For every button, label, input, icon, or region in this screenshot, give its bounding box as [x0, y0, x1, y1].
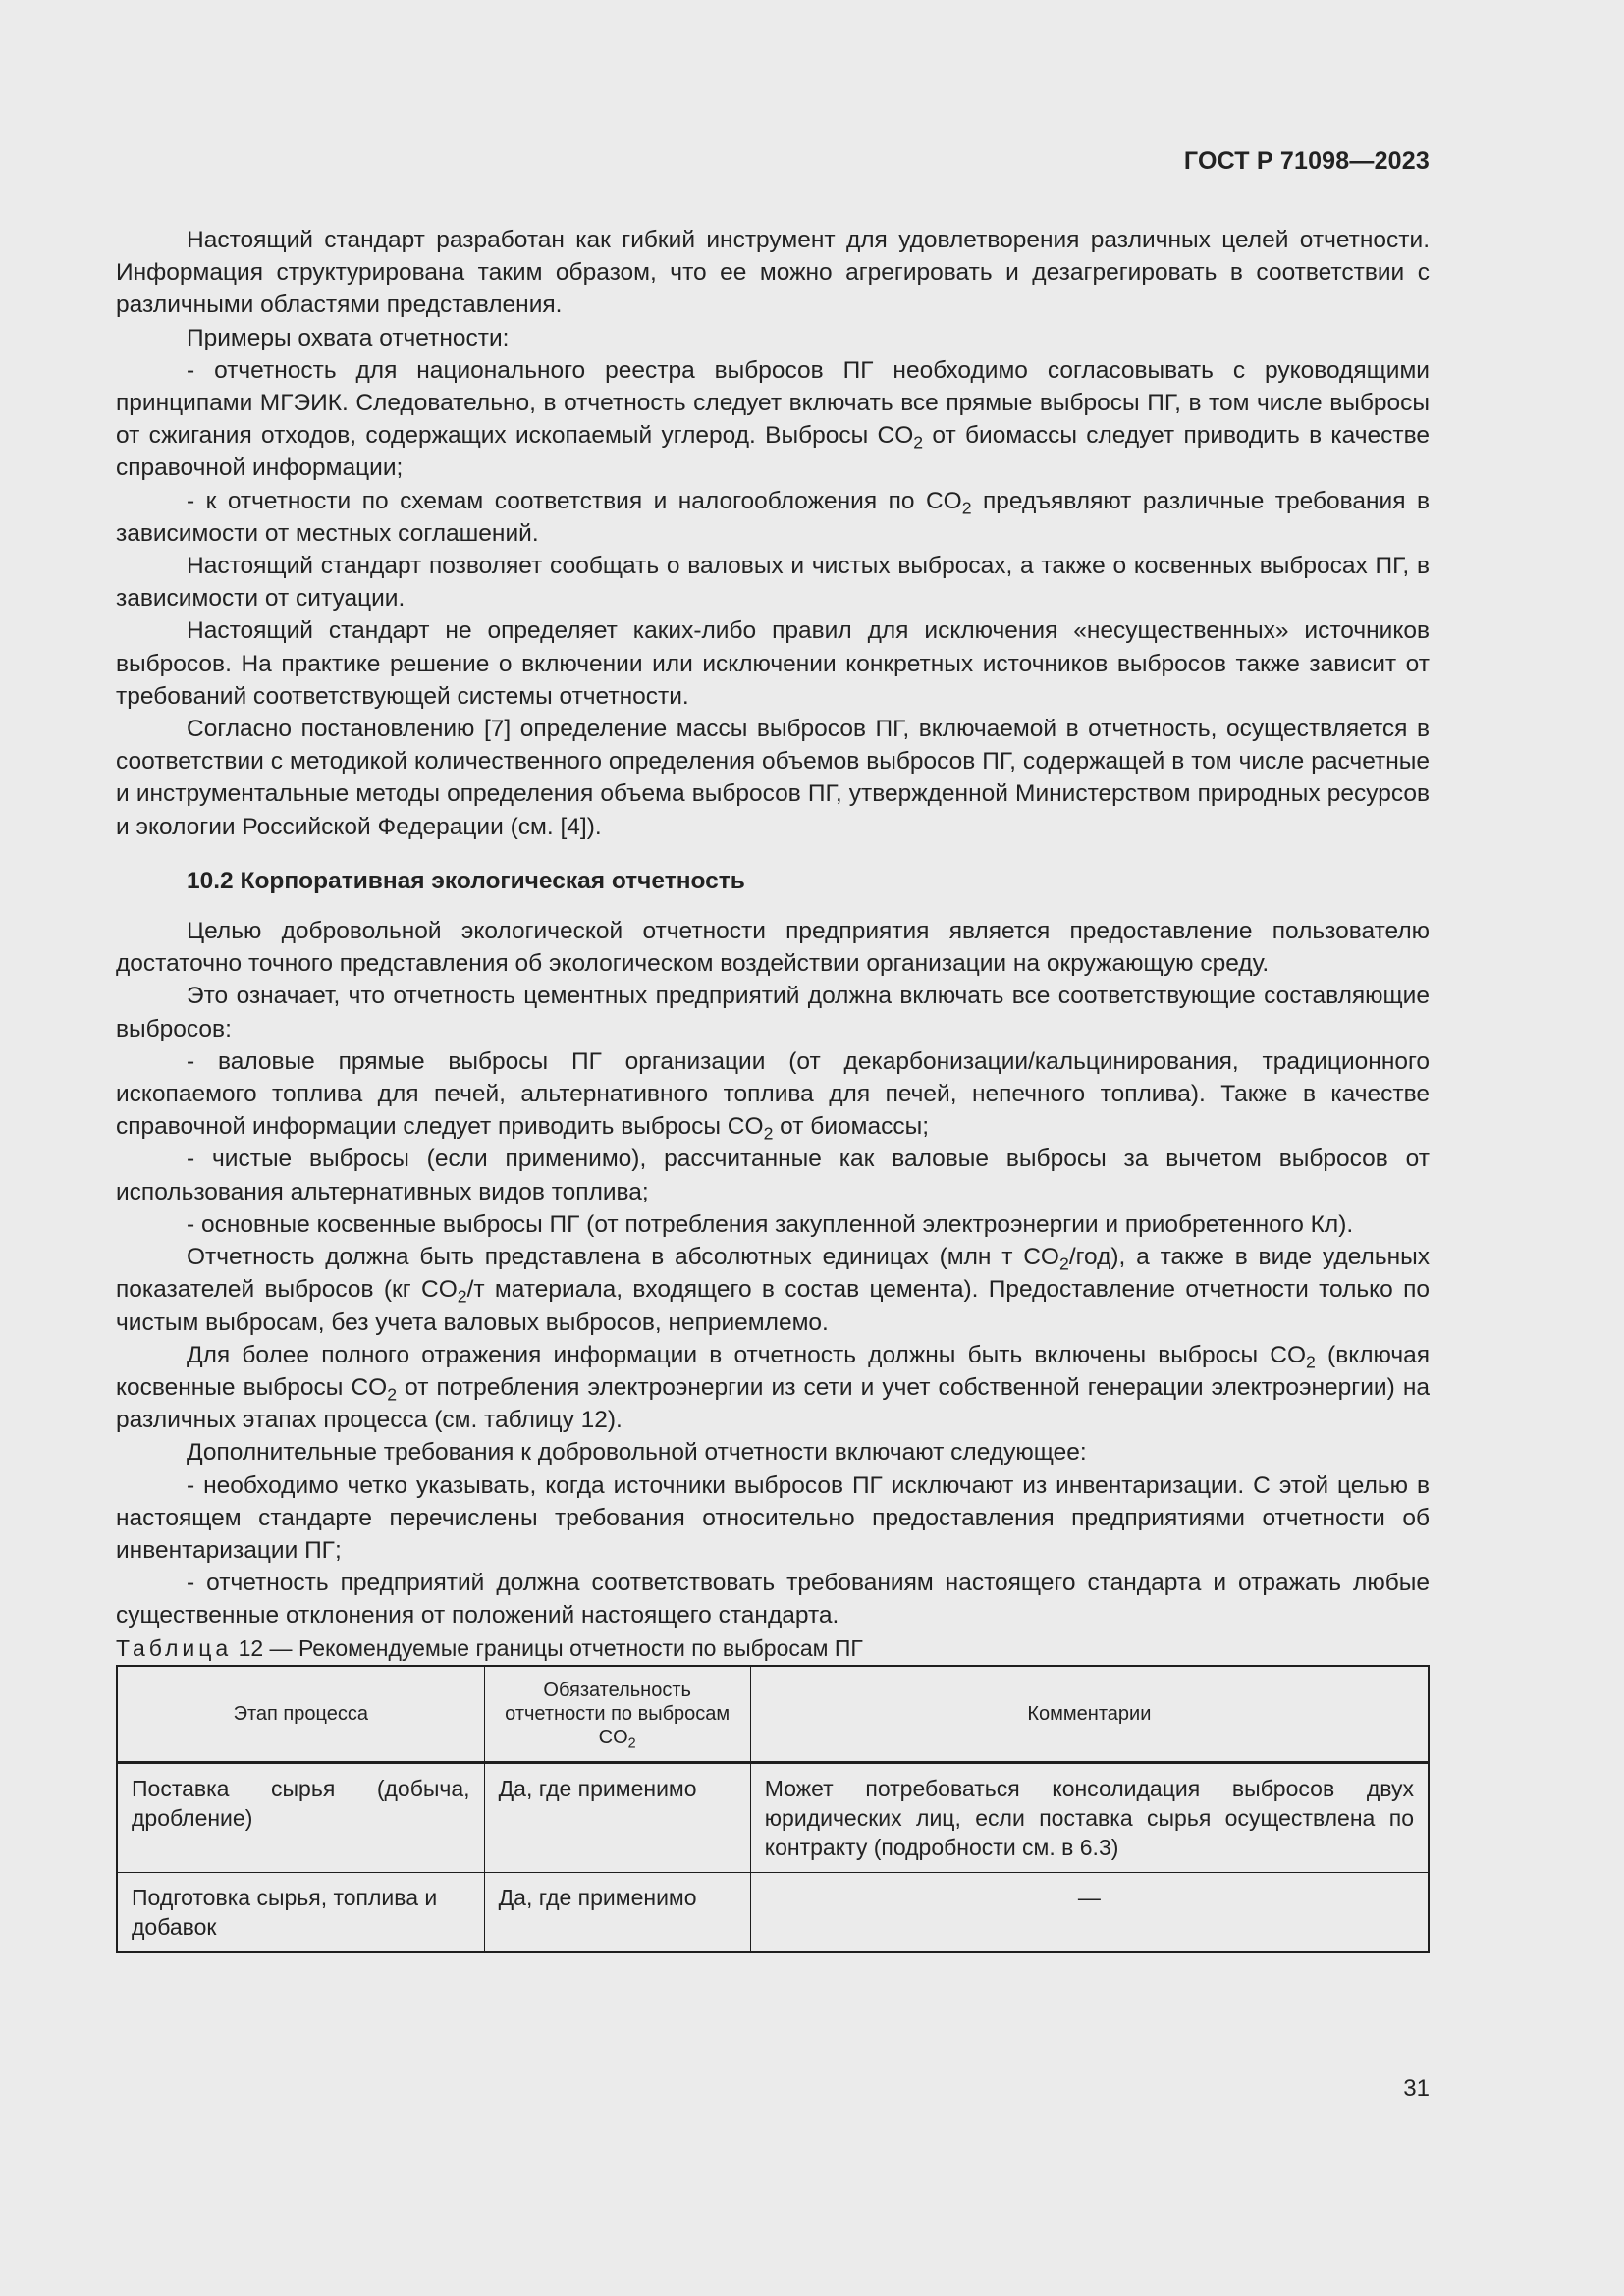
- paragraph: [116, 1143, 1430, 1207]
- paragraph: [116, 1436, 1430, 1468]
- text-run: Согласно постановлению [7] определение массы выбросов ПГ, включаемой в отчетность, осуществляется в соответствии с методикой количественного определения объемов выбросов ПГ, содержащей в том числе расчетные и инструментальные методы определения объема выбросов ПГ, утвержденной Министерством природных ресурсов и экологии Российской Федерации (см. [4]).: [116, 716, 1430, 840]
- paragraph: [116, 1567, 1430, 1631]
- paragraph: [116, 1241, 1430, 1339]
- text-run: /т материала, входящего в состав цемента). Предоставление отчетности только по чистым выбросам, без учета валовых выбросов, неприемлемо.: [116, 1276, 1430, 1336]
- table-caption-number: 12: [232, 1634, 264, 1661]
- table-row: [117, 1762, 1429, 1872]
- text-run: - отчетность для национального реестра выбросов ПГ необходимо согласовывать с руководящими принципами МГЭИК. Следовательно, в отчетность следует включать все прямые выбросы ПГ, в том числе выбросы от сжигания отходов, содержащих ископаемый углерод. Выбросы CO: [116, 356, 1430, 450]
- column-header-stage: Этап процесса: [117, 1666, 484, 1763]
- text-run: - необходимо четко указывать, когда источники выбросов ПГ исключают из инвентаризации. С этой целью в настоящем стандарте перечислены требования относительно предоставления предприятиями отчетности об инвентаризации ПГ;: [116, 1471, 1430, 1564]
- cell-comment: —: [750, 1872, 1429, 1952]
- paragraph: [116, 614, 1430, 713]
- table-caption-text: — Рекомендуемые границы отчетности по выбросам ПГ: [263, 1634, 863, 1661]
- paragraph: [116, 224, 1430, 322]
- boundaries-table: [116, 1665, 1430, 1953]
- table-caption: [116, 1632, 1430, 1665]
- text-run: - основные косвенные выбросы ПГ (от потребления закупленной электроэнергии и приобретенного Кл).: [187, 1210, 1354, 1238]
- cell-comment: Может потребоваться консолидация выбросов двух юридических лиц, если поставка сырья осуществлена по контракту (подробности см. в 6.3): [750, 1762, 1429, 1872]
- cell-stage: Подготовка сырья, топлива и добавок: [117, 1872, 484, 1952]
- column-header-comments: Комментарии: [750, 1666, 1429, 1763]
- text-run: Примеры охвата отчетности:: [187, 324, 510, 351]
- text-run: Настоящий стандарт не определяет каких-либо правил для исключения «несущественных» источников выбросов. На практике решение о включении или исключении конкретных источников выбросов также зависит от требований соответствующей системы отчетности.: [116, 617, 1430, 710]
- subscript: 2: [913, 432, 924, 453]
- cell-stage: Поставка сырья (добыча, дробление): [117, 1762, 484, 1872]
- text-run: от потребления электроэнергии из сети и учет собственной генерации электроэнергии) на различных этапах процесса (см. таблицу 12).: [116, 1373, 1430, 1434]
- table-header-row: [117, 1666, 1429, 1763]
- paragraph: [116, 322, 1430, 354]
- subscript: 2: [1059, 1254, 1069, 1274]
- text-run: Дополнительные требования к добровольной отчетности включают следующее:: [187, 1439, 1087, 1467]
- document-body: [116, 224, 1430, 1953]
- text-run: - чистые выбросы (если применимо), рассчитанные как валовые выбросы за вычетом выбросов от использования альтернативных видов топлива;: [116, 1146, 1430, 1205]
- text-run: Целью добровольной экологической отчетности предприятия является предоставление пользователю достаточно точного представления об экологическом воздействии организации на окружающую среду.: [116, 918, 1430, 978]
- page-number: 31: [1403, 2075, 1430, 2102]
- text-body: [116, 224, 1430, 1632]
- subscript: 2: [763, 1123, 774, 1144]
- section-heading: [116, 865, 1430, 897]
- paragraph: [116, 1208, 1430, 1241]
- paragraph: [116, 354, 1430, 485]
- table-caption-label: Таблица: [116, 1634, 233, 1661]
- text-run: от биомассы;: [773, 1113, 930, 1141]
- paragraph: [116, 915, 1430, 980]
- subscript: 2: [1306, 1352, 1316, 1372]
- text-run: предъявляют различные требования в зависимости от местных соглашений.: [116, 487, 1430, 547]
- paragraph: [116, 713, 1430, 843]
- paragraph: [116, 1045, 1430, 1144]
- text-run: Отчетность должна быть представлена в абсолютных единицах (млн т CO: [187, 1244, 1059, 1271]
- paragraph: [116, 980, 1430, 1044]
- text-run: - валовые прямые выбросы ПГ организации (от декарбонизации/кальцинирования, традиционного ископаемого топлива для печей, альтернативного топлива для печей, непечного топлива). Также в качестве справочной информации следует приводить выбросы CO: [116, 1047, 1430, 1141]
- cell-required: Да, где применимо: [484, 1762, 750, 1872]
- cell-required: Да, где применимо: [484, 1872, 750, 1952]
- text-run: /год), а также в виде удельных показателей выбросов (кг CO: [116, 1244, 1430, 1304]
- text-run: Настоящий стандарт разработан как гибкий инструмент для удовлетворения различных целей отчетности. Информация структурирована таким образом, что ее можно агрегировать и дезагрегировать в соответствии с различными областями представления.: [116, 227, 1430, 319]
- column-header-required-text: Обязательность отчетности по выбросам CO: [505, 1679, 731, 1748]
- text-run: Настоящий стандарт позволяет сообщать о валовых и чистых выбросах, а также о косвенных выбросах ПГ, в зависимости от ситуации.: [116, 553, 1430, 613]
- paragraph: [116, 1469, 1430, 1568]
- paragraph: [116, 550, 1430, 614]
- column-header-required-sub: 2: [627, 1735, 636, 1752]
- text-run: от биомассы следует приводить в качестве справочной информации;: [116, 422, 1430, 482]
- text-run: Это означает, что отчетность цементных предприятий должна включать все соответствующие составляющие выбросов:: [116, 983, 1430, 1042]
- text-run: (включая косвенные выбросы CO: [116, 1341, 1431, 1401]
- text-run: 10.2 Корпоративная экологическая отчетность: [187, 867, 745, 894]
- table-row: [117, 1872, 1429, 1952]
- subscript: 2: [457, 1286, 467, 1307]
- paragraph: [116, 485, 1430, 550]
- column-header-required: [484, 1666, 750, 1763]
- subscript: 2: [961, 498, 972, 518]
- text-run: - отчетность предприятий должна соответствовать требованиям настоящего стандарта и отражать любые существенные отклонения от положений настоящего стандарта.: [116, 1570, 1430, 1629]
- text-run: Для более полного отражения информации в отчетность должны быть включены выбросы CO: [187, 1341, 1307, 1368]
- text-run: - к отчетности по схемам соответствия и налогообложения по CO: [187, 487, 962, 514]
- document-id: ГОСТ Р 71098—2023: [1183, 147, 1430, 175]
- paragraph: [116, 1339, 1430, 1437]
- subscript: 2: [387, 1384, 398, 1405]
